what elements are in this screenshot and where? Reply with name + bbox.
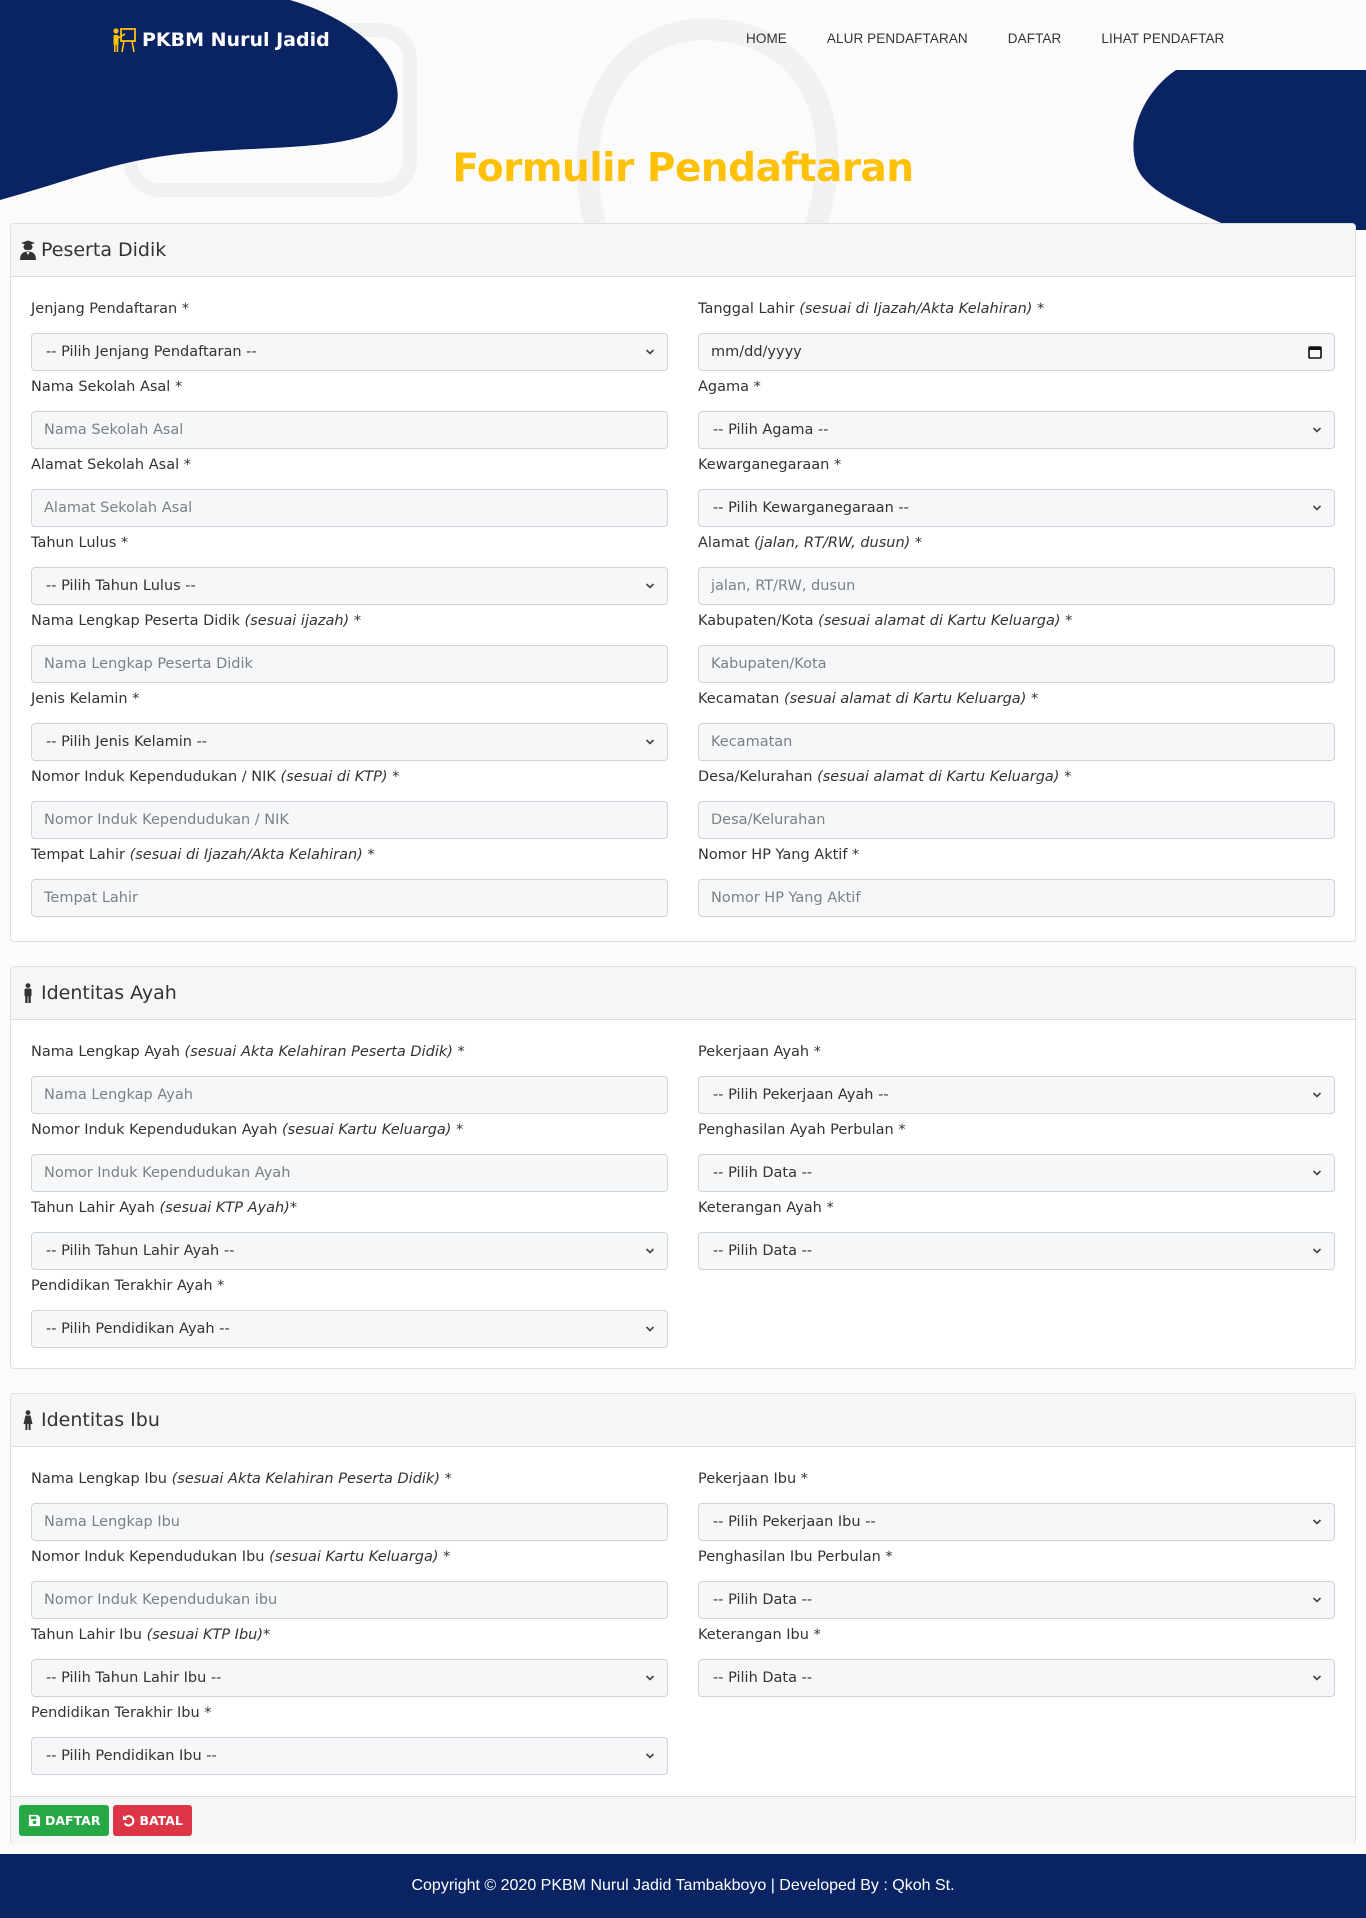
form-actions bbox=[11, 1796, 1355, 1844]
required-mark: * bbox=[438, 1549, 451, 1565]
input-placeholder: Alamat Sekolah Asal bbox=[44, 500, 193, 516]
chevron-down-icon bbox=[1312, 1246, 1322, 1256]
label-text: Nomor Induk Kependudukan Ibu bbox=[31, 1549, 270, 1565]
input-placeholder: Desa/Kelurahan bbox=[711, 812, 826, 828]
card-title: Identitas Ibu bbox=[41, 1409, 160, 1431]
select-dropdown[interactable] bbox=[31, 567, 668, 605]
label-text: Agama bbox=[698, 379, 750, 395]
daftar-label: DAFTAR bbox=[45, 1813, 101, 1828]
label-text: Kecamatan bbox=[698, 691, 784, 707]
input-placeholder: Kabupaten/Kota bbox=[711, 656, 827, 672]
form-group bbox=[31, 611, 668, 689]
label-hint: (sesuai di Ijazah/Akta Kelahiran) bbox=[799, 301, 1033, 317]
left-column bbox=[31, 1469, 668, 1776]
label-text: Nomor HP Yang Aktif bbox=[698, 847, 848, 863]
label-text: Keterangan Ibu bbox=[698, 1627, 809, 1643]
label-text: Desa/Kelurahan bbox=[698, 769, 818, 785]
input-placeholder: Nomor Induk Kependudukan ibu bbox=[44, 1592, 278, 1608]
form-group bbox=[698, 767, 1335, 845]
chevron-down-icon bbox=[645, 1751, 655, 1761]
select-value: -- Pilih Tahun Lahir Ayah -- bbox=[46, 1243, 235, 1259]
required-mark: * bbox=[452, 1044, 465, 1060]
card-identitas-ibu bbox=[10, 1393, 1356, 1844]
form-identitas-ibu bbox=[11, 1447, 1355, 1796]
form-group bbox=[698, 611, 1335, 689]
right-column bbox=[698, 299, 1335, 923]
text-input[interactable] bbox=[698, 645, 1335, 683]
text-input[interactable] bbox=[31, 1503, 668, 1541]
nav-home[interactable]: HOME bbox=[746, 31, 787, 46]
required-mark: * bbox=[829, 457, 842, 473]
label-hint: (sesuai Akta Kelahiran Peserta Didik) bbox=[184, 1044, 453, 1060]
label-hint: (sesuai alamat di Kartu Keluarga) bbox=[817, 769, 1060, 785]
page-footer bbox=[0, 1854, 1366, 1918]
calendar-icon[interactable] bbox=[1308, 345, 1322, 359]
form-group bbox=[31, 1625, 668, 1703]
input-placeholder: Nama Sekolah Asal bbox=[44, 422, 184, 438]
label-text: Kabupaten/Kota bbox=[698, 613, 819, 629]
male-icon bbox=[19, 983, 37, 1003]
chevron-down-icon bbox=[1312, 1673, 1322, 1683]
select-dropdown[interactable] bbox=[31, 1310, 668, 1348]
main-nav bbox=[746, 31, 1264, 46]
select-value: -- Pilih Pendidikan Ayah -- bbox=[46, 1321, 230, 1337]
text-input[interactable] bbox=[31, 1076, 668, 1114]
label-text: Tahun Lahir Ayah bbox=[31, 1200, 160, 1216]
right-column bbox=[698, 1042, 1335, 1354]
required-mark: * bbox=[263, 1627, 271, 1643]
text-input[interactable] bbox=[31, 1581, 668, 1619]
select-dropdown[interactable] bbox=[31, 1737, 668, 1775]
input-placeholder: Nomor Induk Kependudukan Ayah bbox=[44, 1165, 291, 1181]
label-hint: (sesuai Kartu Keluarga) bbox=[282, 1122, 452, 1138]
select-dropdown[interactable] bbox=[698, 411, 1335, 449]
female-icon bbox=[19, 1410, 37, 1430]
required-mark: * bbox=[179, 457, 191, 473]
form-group bbox=[31, 1276, 668, 1354]
undo-icon bbox=[122, 1814, 135, 1827]
select-dropdown[interactable] bbox=[698, 1503, 1335, 1541]
select-dropdown[interactable] bbox=[31, 1659, 668, 1697]
page-title: Formulir Pendaftaran bbox=[452, 146, 914, 191]
text-input[interactable] bbox=[31, 879, 668, 917]
select-value: -- Pilih Pekerjaan Ayah -- bbox=[713, 1087, 889, 1103]
label-text: Nama Lengkap Ayah bbox=[31, 1044, 185, 1060]
input-placeholder: Nama Lengkap Ibu bbox=[44, 1514, 181, 1530]
required-mark: * bbox=[1032, 301, 1045, 317]
select-value: -- Pilih Kewarganegaraan -- bbox=[713, 500, 909, 516]
label-text: Tanggal Lahir bbox=[698, 301, 800, 317]
batal-label: BATAL bbox=[139, 1813, 183, 1828]
select-dropdown[interactable] bbox=[698, 1659, 1335, 1697]
text-input[interactable] bbox=[698, 879, 1335, 917]
chevron-down-icon bbox=[645, 581, 655, 591]
input-placeholder: Tempat Lahir bbox=[44, 890, 138, 906]
date-input[interactable] bbox=[698, 333, 1335, 371]
copyright-text: Copyright © 2020 PKBM Nurul Jadid Tambakboyo | Developed By : Qkoh St. bbox=[411, 1877, 955, 1894]
select-value: -- Pilih Pendidikan Ibu -- bbox=[46, 1748, 217, 1764]
select-value: -- Pilih Pekerjaan Ibu -- bbox=[713, 1514, 876, 1530]
select-dropdown[interactable] bbox=[698, 489, 1335, 527]
chevron-down-icon bbox=[1312, 1090, 1322, 1100]
form-group bbox=[31, 377, 668, 455]
form-group bbox=[31, 767, 668, 845]
chevron-down-icon bbox=[1312, 425, 1322, 435]
form-group bbox=[31, 1547, 668, 1625]
text-input[interactable] bbox=[698, 567, 1335, 605]
required-mark: * bbox=[212, 1278, 225, 1294]
left-column bbox=[31, 1042, 668, 1354]
card-peserta-didik bbox=[10, 223, 1356, 942]
select-value: -- Pilih Agama -- bbox=[713, 422, 829, 438]
form-group bbox=[31, 845, 668, 923]
label-hint: (sesuai alamat di Kartu Keluarga) bbox=[818, 613, 1061, 629]
text-input[interactable] bbox=[31, 645, 668, 683]
form-group bbox=[698, 1625, 1335, 1703]
label-text: Jenis Kelamin bbox=[31, 691, 128, 707]
label-hint: (sesuai KTP Ibu) bbox=[146, 1627, 264, 1643]
select-dropdown[interactable] bbox=[31, 333, 668, 371]
card-identitas-ayah bbox=[10, 966, 1356, 1369]
label-text: Alamat Sekolah Asal bbox=[31, 457, 180, 473]
form-group bbox=[698, 1120, 1335, 1198]
label-text: Pendidikan Terakhir Ayah bbox=[31, 1278, 213, 1294]
required-mark: * bbox=[451, 1122, 464, 1138]
form-identitas-ayah bbox=[11, 1020, 1355, 1374]
text-input[interactable] bbox=[31, 411, 668, 449]
card-header-identitas-ibu bbox=[11, 1394, 1355, 1447]
form-group bbox=[698, 299, 1335, 377]
daftar-button[interactable] bbox=[19, 1805, 109, 1836]
form-group bbox=[698, 455, 1335, 533]
label-text: Nomor Induk Kependudukan / NIK bbox=[31, 769, 281, 785]
select-dropdown[interactable] bbox=[698, 1232, 1335, 1270]
brand-logo[interactable] bbox=[112, 27, 330, 53]
select-value: -- Pilih Tahun Lahir Ibu -- bbox=[46, 1670, 222, 1686]
brand-name: PKBM Nurul Jadid bbox=[142, 29, 330, 51]
required-mark: * bbox=[199, 1705, 212, 1721]
required-mark: * bbox=[289, 1200, 298, 1216]
date-value: mm/dd/yyyy bbox=[711, 344, 802, 360]
required-mark: * bbox=[880, 1549, 893, 1565]
required-mark: * bbox=[796, 1471, 809, 1487]
nav-daftar[interactable]: DAFTAR bbox=[1007, 31, 1062, 46]
select-dropdown[interactable] bbox=[698, 1154, 1335, 1192]
select-dropdown[interactable] bbox=[31, 1232, 668, 1270]
chevron-down-icon bbox=[1312, 1517, 1322, 1527]
form-group bbox=[698, 1469, 1335, 1547]
card-header-identitas-ayah bbox=[11, 967, 1355, 1020]
left-column bbox=[31, 299, 668, 923]
label-text: Alamat bbox=[698, 535, 755, 551]
form-group bbox=[698, 845, 1335, 923]
required-mark: * bbox=[1059, 769, 1072, 785]
select-value: -- Pilih Jenis Kelamin -- bbox=[46, 734, 208, 750]
select-value: -- Pilih Jenjang Pendaftaran -- bbox=[46, 344, 257, 360]
batal-button[interactable] bbox=[113, 1805, 191, 1836]
select-value: -- Pilih Data -- bbox=[713, 1243, 813, 1259]
required-mark: * bbox=[809, 1044, 821, 1060]
label-hint: (sesuai di KTP) bbox=[280, 769, 388, 785]
teacher-board-icon bbox=[112, 27, 136, 53]
card-title: Peserta Didik bbox=[41, 239, 167, 261]
input-placeholder: Kecamatan bbox=[711, 734, 793, 750]
required-mark: * bbox=[116, 535, 129, 551]
select-dropdown[interactable] bbox=[698, 1581, 1335, 1619]
chevron-down-icon bbox=[645, 1246, 655, 1256]
nav-alur-pendaftaran[interactable]: ALUR PENDAFTARAN bbox=[826, 31, 968, 46]
save-icon bbox=[28, 1814, 41, 1827]
required-mark: * bbox=[910, 535, 923, 551]
chevron-down-icon bbox=[1312, 1168, 1322, 1178]
chevron-down-icon bbox=[1312, 503, 1322, 513]
label-hint: (sesuai Kartu Keluarga) bbox=[269, 1549, 439, 1565]
select-dropdown[interactable] bbox=[31, 723, 668, 761]
form-group bbox=[31, 1703, 668, 1781]
label-text: Jenjang Pendaftaran bbox=[31, 301, 178, 317]
chevron-down-icon bbox=[645, 347, 655, 357]
label-hint: (sesuai Akta Kelahiran Peserta Didik) bbox=[171, 1471, 440, 1487]
form-peserta-didik bbox=[11, 277, 1355, 943]
text-input[interactable] bbox=[698, 801, 1335, 839]
select-value: -- Pilih Data -- bbox=[713, 1592, 813, 1608]
label-hint: (sesuai ijazah) bbox=[244, 613, 350, 629]
required-mark: * bbox=[349, 613, 362, 629]
chevron-down-icon bbox=[645, 737, 655, 747]
required-mark: * bbox=[439, 1471, 452, 1487]
user-graduate-icon bbox=[19, 240, 37, 260]
required-mark: * bbox=[1060, 613, 1073, 629]
input-placeholder: jalan, RT/RW, dusun bbox=[711, 578, 856, 594]
form-group bbox=[31, 689, 668, 767]
required-mark: * bbox=[177, 301, 190, 317]
select-value: -- Pilih Data -- bbox=[713, 1165, 813, 1181]
form-group bbox=[31, 1042, 668, 1120]
label-text: Tahun Lulus bbox=[31, 535, 117, 551]
label-text: Pendidikan Terakhir Ibu bbox=[31, 1705, 200, 1721]
label-text: Tempat Lahir bbox=[31, 847, 130, 863]
label-text: Pekerjaan Ayah bbox=[698, 1044, 810, 1060]
required-mark: * bbox=[893, 1122, 906, 1138]
chevron-down-icon bbox=[1312, 1595, 1322, 1605]
label-text: Nama Sekolah Asal bbox=[31, 379, 171, 395]
input-placeholder: Nama Lengkap Ayah bbox=[44, 1087, 193, 1103]
form-group bbox=[31, 455, 668, 533]
required-mark: * bbox=[808, 1627, 821, 1643]
label-hint: (sesuai di Ijazah/Akta Kelahiran) bbox=[129, 847, 363, 863]
label-text: Pekerjaan Ibu bbox=[698, 1471, 797, 1487]
label-text: Tahun Lahir Ibu bbox=[31, 1627, 147, 1643]
label-text: Keterangan Ayah bbox=[698, 1200, 822, 1216]
form-group bbox=[31, 533, 668, 611]
form-group bbox=[31, 1120, 668, 1198]
text-input[interactable] bbox=[31, 489, 668, 527]
form-group bbox=[698, 533, 1335, 611]
required-mark: * bbox=[362, 847, 375, 863]
form-group bbox=[31, 1198, 668, 1276]
required-mark: * bbox=[387, 769, 400, 785]
nav-lihat-pendaftar[interactable]: LIHAT PENDAFTAR bbox=[1101, 31, 1225, 46]
text-input[interactable] bbox=[698, 723, 1335, 761]
chevron-down-icon bbox=[645, 1673, 655, 1683]
select-dropdown[interactable] bbox=[698, 1076, 1335, 1114]
required-mark: * bbox=[821, 1200, 834, 1216]
form-group bbox=[698, 1042, 1335, 1120]
select-value: -- Pilih Tahun Lulus -- bbox=[46, 578, 196, 594]
input-placeholder: Nomor HP Yang Aktif bbox=[711, 890, 861, 906]
label-text: Nama Lengkap Peserta Didik bbox=[31, 613, 245, 629]
form-group bbox=[31, 299, 668, 377]
chevron-down-icon bbox=[645, 1324, 655, 1334]
required-mark: * bbox=[1026, 691, 1039, 707]
required-mark: * bbox=[749, 379, 761, 395]
label-hint: (jalan, RT/RW, dusun) bbox=[754, 535, 911, 551]
label-text: Kewarganegaraan bbox=[698, 457, 830, 473]
form-group bbox=[698, 1198, 1335, 1276]
input-placeholder: Nama Lengkap Peserta Didik bbox=[44, 656, 253, 672]
form-group bbox=[698, 377, 1335, 455]
card-header-peserta-didik bbox=[11, 224, 1355, 277]
text-input[interactable] bbox=[31, 801, 668, 839]
required-mark: * bbox=[170, 379, 183, 395]
label-text: Nama Lengkap Ibu bbox=[31, 1471, 172, 1487]
right-column bbox=[698, 1469, 1335, 1776]
required-mark: * bbox=[127, 691, 140, 707]
required-mark: * bbox=[847, 847, 860, 863]
select-value: -- Pilih Data -- bbox=[713, 1670, 813, 1686]
label-text: Penghasilan Ayah Perbulan bbox=[698, 1122, 894, 1138]
form-group bbox=[31, 1469, 668, 1547]
label-hint: (sesuai alamat di Kartu Keluarga) bbox=[783, 691, 1027, 707]
form-group bbox=[698, 1547, 1335, 1625]
form-group bbox=[698, 689, 1335, 767]
label-text: Penghasilan Ibu Perbulan bbox=[698, 1549, 881, 1565]
card-title: Identitas Ayah bbox=[41, 982, 177, 1004]
label-hint: (sesuai KTP Ayah) bbox=[159, 1200, 290, 1216]
text-input[interactable] bbox=[31, 1154, 668, 1192]
input-placeholder: Nomor Induk Kependudukan / NIK bbox=[44, 812, 289, 828]
label-text: Nomor Induk Kependudukan Ayah bbox=[31, 1122, 282, 1138]
